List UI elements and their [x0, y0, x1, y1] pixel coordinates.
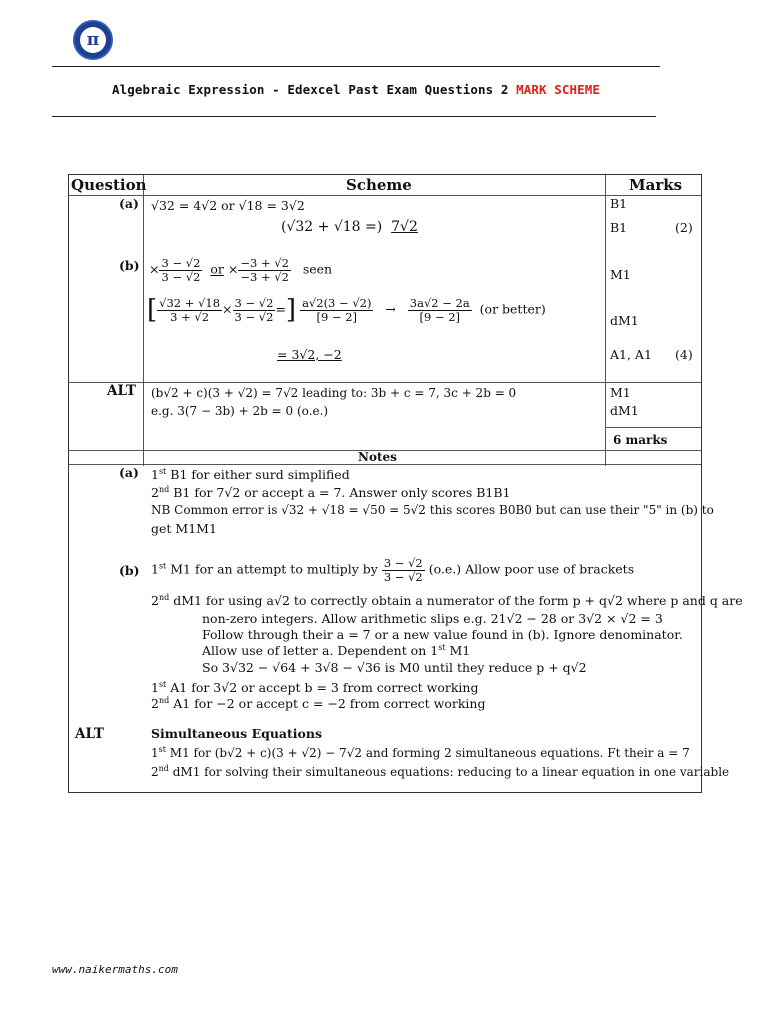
note-b-7: 1st A1 for 3√2 or accept b = 3 from correct working — [151, 680, 479, 695]
mark-b-3: A1, A1 — [610, 347, 652, 362]
note-b-4: Follow through their a = 7 or a new value found in (b). Ignore denominator. — [202, 627, 683, 642]
scheme-a-line2 — [281, 219, 418, 235]
notes-part-a-label: (a) — [119, 465, 139, 480]
title-highlight: MARK SCHEME — [516, 82, 601, 97]
fraction-b4-den: 3 − √2 — [234, 309, 274, 324]
seen-text: seen — [302, 261, 333, 277]
scheme-alt-line2: e.g. 3(7 − 3b) + 2b = 0 (o.e.) — [151, 404, 329, 418]
col-divider-marks — [605, 175, 606, 466]
fraction-b6-den: [9 − 2] — [419, 309, 461, 324]
fraction-b4-num: 3 − √2 — [234, 296, 274, 310]
mark-alt-1: M1 — [610, 385, 631, 400]
note-b-1: 1st M1 for an attempt to multiply by $\frac{3 - √2}{3 - √2}$ (o.e.) Allow poor use of brackets — [151, 556, 635, 584]
part-b-label: (b) — [119, 258, 140, 273]
note-a-4: get M1M1 — [151, 521, 217, 536]
note-b-6: So 3√32 − √64 + 3√8 − √36 is M0 until they reduce p + q√2 — [202, 660, 587, 675]
note-alt-title: Simultaneous Equations — [151, 726, 323, 741]
mark-alt-2: dM1 — [610, 403, 639, 418]
fraction-b6 — [408, 297, 472, 323]
fraction-b4 — [233, 297, 276, 323]
total-marks: 6 marks — [613, 433, 668, 447]
fraction-b6-num: 3a√2 − 2a — [409, 296, 470, 310]
mark-a-2: B1 — [610, 220, 628, 235]
scheme-b-line1 — [149, 257, 332, 283]
header-rule-top — [52, 66, 660, 67]
mark-b-2: dM1 — [610, 313, 639, 328]
col-divider-question — [143, 175, 144, 466]
marks-total-divider — [605, 427, 701, 428]
header-scheme: Scheme — [346, 176, 412, 194]
fraction-b5-den: [9 − 2] — [316, 309, 358, 324]
fraction-b3-num: √32 + √18 — [159, 296, 221, 310]
times-sign-2: × — [227, 261, 239, 277]
fraction-b2 — [238, 257, 291, 283]
or-better-text: (or better) — [479, 301, 546, 317]
notes-part-b-label: (b) — [119, 563, 140, 578]
page-title — [52, 82, 660, 97]
fraction-b1-den: 3 − √2 — [161, 269, 201, 284]
or-text: or — [210, 261, 224, 277]
header-marks: Marks — [629, 176, 683, 194]
fraction-b2-num: −3 + √2 — [240, 256, 289, 270]
note-b-5: Allow use of letter a. Dependent on 1st M1 — [202, 643, 471, 658]
notes-alt-label: ALT — [75, 726, 104, 742]
scheme-a-expr: (√32 + √18 =) — [281, 219, 383, 235]
fraction-b3-den: 3 + √2 — [170, 309, 210, 324]
mark-b-1: M1 — [610, 267, 631, 282]
scheme-a-line1: √32 = 4√2 or √18 = 3√2 — [151, 198, 305, 213]
alt-row-divider — [69, 382, 701, 383]
note-a-1: 1st B1 for either surd simplified — [151, 467, 350, 482]
mark-b-total: (4) — [675, 347, 693, 362]
naikermaths-logo — [73, 20, 113, 60]
note-b1-fraction: $\frac{3 - √2}{3 - √2}$ — [383, 556, 423, 584]
mark-a-total: (2) — [675, 220, 693, 235]
scheme-a-answer: 7√2 — [391, 219, 418, 235]
note-b-3: non-zero integers. Allow arithmetic slips e.g. 21√2 − 28 or 3√2 × √2 = 3 — [202, 611, 663, 626]
fraction-b3 — [157, 297, 222, 323]
scheme-alt-line1: (b√2 + c)(3 + √2) = 7√2 leading to: 3b + c = 7, 3c + 2b = 0 — [151, 386, 517, 400]
header-rule-bottom — [52, 116, 656, 117]
footer-url[interactable]: www.naikermaths.com — [52, 963, 178, 976]
fraction-b1 — [159, 257, 202, 283]
scheme-b-line2: [ $\frac{√32 + √18}{3 + √2}$ × $\frac{3 - √2}{3 - √2}$ =] $\frac{a√2(3 - √2)}{[9 - 2]}$ → $\frac{3a√2 - 2a}{[9 - 2]}$ (or better) — [147, 295, 546, 326]
alt-label: ALT — [107, 383, 136, 399]
note-alt-2: 2nd dM1 for solving their simultaneous equations: reducing to a linear equation in one variable — [151, 764, 730, 779]
arrow-icon: → — [385, 301, 396, 317]
header-question: Question — [71, 176, 147, 194]
mark-scheme-table — [68, 174, 743, 793]
part-a-label: (a) — [119, 196, 139, 211]
fraction-b2-den: −3 + √2 — [240, 269, 289, 284]
fraction-b5-num: a√2(3 − √2) — [302, 296, 372, 310]
notes-header: Notes — [358, 450, 397, 464]
note-b-8: 2nd A1 for −2 or accept c = −2 from correct working — [151, 696, 486, 711]
note-alt-1: 1st M1 for (b√2 + c)(3 + √2) − 7√2 and forming 2 simultaneous equations. Ft their a = 7 — [151, 745, 690, 760]
note-a-2: 2nd B1 for 7√2 or accept a = 7. Answer only scores B1B1 — [151, 485, 511, 500]
fraction-b5 — [300, 297, 373, 323]
note-b-2: 2nd dM1 for using a√2 to correctly obtain a numerator of the form p + q√2 where p and q are — [151, 593, 743, 608]
times-sign: × — [149, 261, 160, 277]
pi-icon: π — [80, 27, 106, 53]
title-main: Algebraic Expression - Edexcel Past Exam Questions 2 — [111, 82, 517, 97]
fraction-b1-num: 3 − √2 — [161, 256, 201, 270]
mark-a-1: B1 — [610, 196, 628, 211]
note-a-3: NB Common error is √32 + √18 = √50 = 5√2 this scores B0B0 but can use their "5" in (b) to — [151, 503, 714, 517]
scheme-b-line3: = 3√2, −2 — [277, 347, 342, 362]
header-row-divider — [69, 195, 701, 196]
